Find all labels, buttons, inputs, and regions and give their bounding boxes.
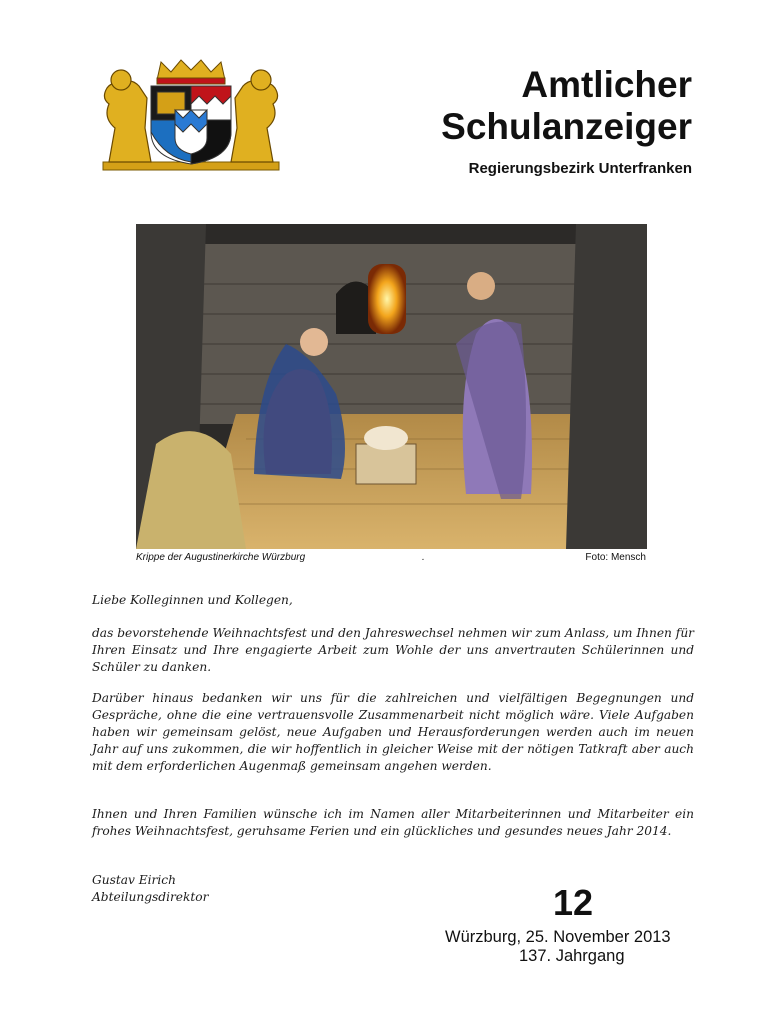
title-line-2: Schulanzeiger	[441, 106, 692, 147]
subtitle: Regierungsbezirk Unterfranken	[468, 160, 692, 177]
nativity-photo	[136, 224, 647, 549]
letter-paragraph-3: Ihnen und Ihren Familien wünsche ich im Namen aller Mitarbeiterinnen und Mitarbeiter ein frohes Weihnachtsfest, geruhsame Ferien und ein glückliches und gesundes neues Jahr 2014.	[92, 807, 694, 838]
signature-name: Gustav Eirich	[92, 873, 176, 887]
signature-title: Abteilungsdirektor	[92, 890, 209, 904]
issue-number: 12	[553, 882, 594, 923]
masthead	[441, 64, 692, 177]
letter-paragraph-1: das bevorstehende Weihnachtsfest und den Jahreswechsel nehmen wir zum Anlass, um Ihnen für Ihren Einsatz und Ihre engagierte Arbeit zum Wohle der uns anvertrauten Schülerinnen und Schüler zu danken.	[92, 626, 694, 674]
place-date: Würzburg, 25. November 2013	[445, 928, 671, 946]
bavarian-coat-of-arms-logo	[95, 58, 287, 172]
photo-caption-dot: .	[422, 552, 425, 563]
volume: 137. Jahrgang	[519, 947, 625, 965]
title-line-1: Amtlicher	[521, 64, 692, 105]
photo-caption: Krippe der Augustinerkirche Würzburg	[136, 552, 306, 563]
letter-paragraph-2: Darüber hinaus bedanken wir uns für die zahlreichen und vielfältigen Begegnungen und Gespräche, ohne die eine vertrauensvolle Zusammenarbeit nicht möglich wäre. Viele Aufgaben haben wir gemeinsam gelöst, neue Aufgaben und Herausforderungen werden auch im neuen Jahr auf uns zukommen, die wir hoffentlich in gleicher Weise mit der nötigen Tatkraft aber auch mit dem erforderlichen Augenmaß gemeinsam angehen werden.	[92, 691, 694, 773]
signature	[92, 872, 342, 906]
photo-credit: Foto: Mensch	[585, 552, 646, 563]
letter-salutation: Liebe Kolleginnen und Kollegen,	[92, 593, 293, 607]
